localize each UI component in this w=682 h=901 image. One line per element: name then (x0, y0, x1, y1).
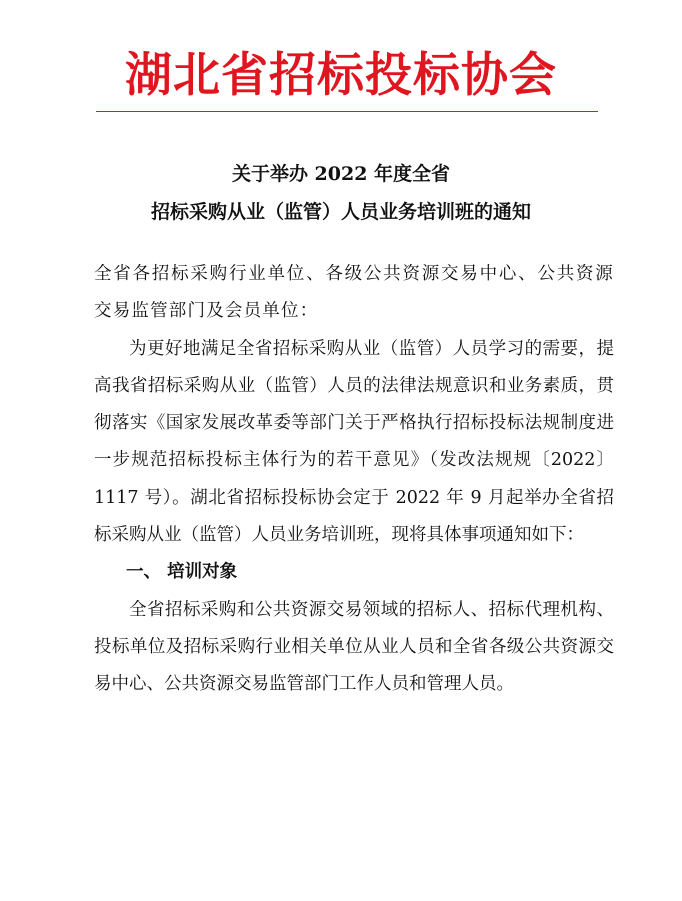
training-targets-paragraph: 全省招标采购和公共资源交易领域的招标人、招标代理机构、投标单位及招标采购行业相关单位从业人员和全省各级公共资源交易中心、公共资源交易监管部门工作人员和管理人员。 (94, 599, 614, 695)
salutation: 全省各招标采购行业单位、各级公共资源交易中心、公共资源交易监管部门及会员单位： (94, 264, 614, 322)
notice-body (94, 256, 614, 704)
masthead-rule (96, 111, 598, 112)
section-heading-training-targets: 一、 培训对象 (126, 562, 238, 583)
notice-title-line-2: 招标采购从业（监管）人员业务培训班的通知 (150, 201, 531, 223)
intro-paragraph: 为更好地满足全省招标采购从业（监管）人员学习的需要，提高我省招标采购从业（监管）人员的法律法规意识和业务素质，贯彻落实《国家发展改革委等部门关于严格执行招标投标法规制度进一步规范招标投标主体行为的若干意见》（发改法规规〔2022〕1117 号）。湖北省招标投标协会定于 2022 年 9 月起举办全省招标采购从业（监管）人员业务培训班，现将具体事项通知如下： (94, 338, 614, 546)
masthead: 湖北省招标投标协会 (125, 48, 557, 103)
notice-title-line-1: 关于举办 2022 年度全省 (231, 163, 451, 185)
